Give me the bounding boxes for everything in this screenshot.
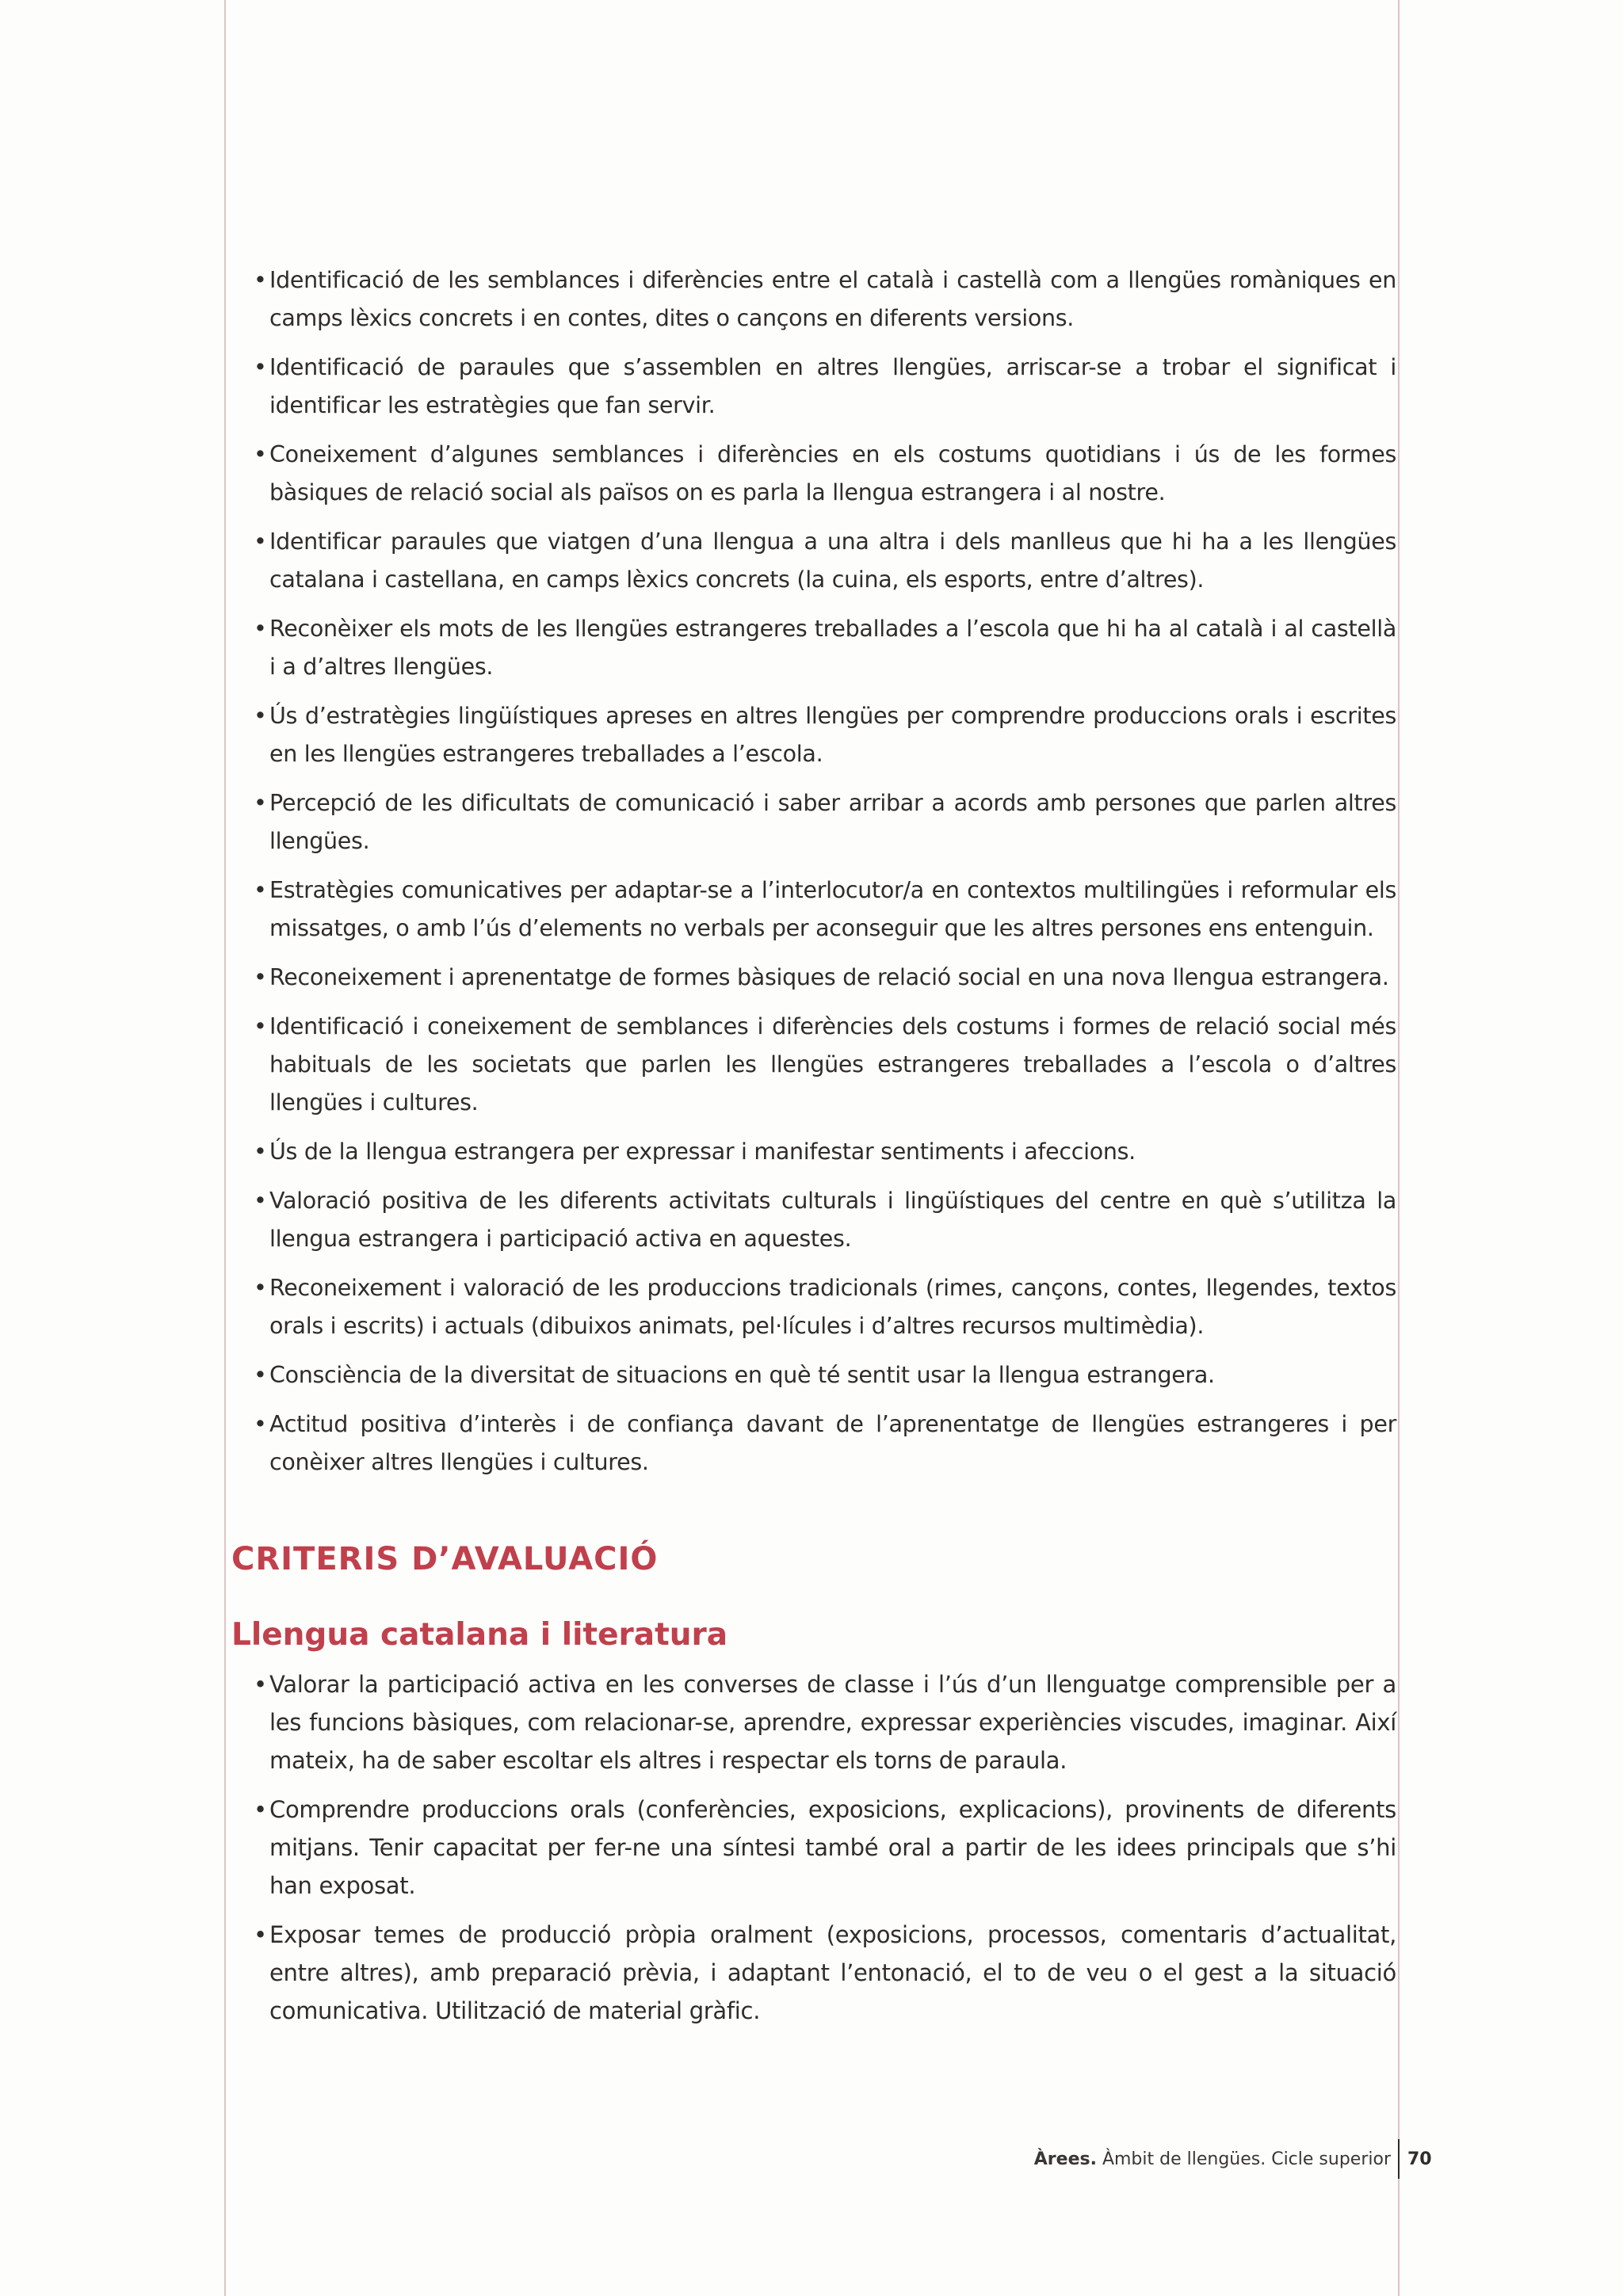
bullet-icon: •	[254, 1362, 267, 1388]
list-item	[231, 871, 1396, 948]
list-item-text: Reconeixement i aprenentatge de formes bàsiques de relació social en una nova llengua estrangera.	[269, 964, 1389, 990]
bullet-icon: •	[254, 790, 267, 816]
bullet-icon: •	[254, 441, 267, 467]
bullet-icon: •	[254, 1671, 267, 1698]
list-item	[231, 1791, 1396, 1905]
list-item-text: Identificar paraules que viatgen d’una llengua a una altra i dels manlleus que hi ha a les llengües catalana i castellana, en camps lèxics concrets (la cuina, els esports, entre d’altres).	[269, 528, 1396, 593]
list-item-text: Coneixement d’algunes semblances i diferències en els costums quotidians i ús de les formes bàsiques de relació social als països on es parla la llengua estrangera i al nostre.	[269, 441, 1396, 505]
content-bullet-list	[231, 261, 1396, 1482]
list-item-text: Valoració positiva de les diferents activitats culturals i lingüístiques del centre en què s’utilitza la llengua estrangera i participació activa en aquestes.	[269, 1188, 1396, 1252]
list-item-text: Reconeixement i valoració de les produccions tradicionals (rimes, cançons, contes, llegendes, textos orals i escrits) i actuals (dibuixos animats, pel·lícules i d’altres recursos multimèdia).	[269, 1275, 1396, 1339]
list-item-text: Ús de la llengua estrangera per expressar i manifestar sentiments i afeccions.	[269, 1138, 1136, 1165]
list-item	[231, 784, 1396, 860]
list-item	[231, 959, 1396, 997]
footer-area-label: Àrees.	[1033, 2149, 1097, 2169]
list-item	[231, 1182, 1396, 1258]
bullet-icon: •	[254, 1275, 267, 1301]
page-number: 70	[1407, 2149, 1432, 2169]
list-item-text: Comprendre produccions orals (conferències, exposicions, explicacions), provinents de diferents mitjans. Tenir capacitat per fer-ne una síntesi també oral a partir de les idees principals que s’hi han exposat.	[269, 1796, 1396, 1899]
left-margin-rule	[224, 0, 226, 2296]
list-item	[231, 261, 1396, 338]
bullet-icon: •	[254, 1411, 267, 1437]
list-item	[231, 697, 1396, 773]
bullet-icon: •	[254, 877, 267, 903]
footer-running-title	[1034, 2144, 1391, 2176]
footer-divider	[1398, 2139, 1400, 2179]
list-item	[231, 1405, 1396, 1482]
list-item-text: Identificació i coneixement de semblances i diferències dels costums i formes de relació social més habituals de les societats que parlen les llengües estrangeres treballades a l’escola o d’altres llengües i cultures.	[269, 1013, 1396, 1116]
list-item	[231, 349, 1396, 425]
list-item-text: Estratègies comunicatives per adaptar-se a l’interlocutor/a en contextos multilingües i reformular els missatges, o amb l’ús d’elements no verbals per aconseguir que les altres persones ens entenguin.	[269, 877, 1396, 941]
bullet-icon: •	[254, 1013, 267, 1039]
bullet-icon: •	[254, 703, 267, 729]
bullet-icon: •	[254, 354, 267, 380]
page-content	[231, 261, 1396, 2041]
bullet-icon: •	[254, 964, 267, 990]
list-item-text: Identificació de paraules que s’assemblen en altres llengües, arriscar-se a trobar el significat i identificar les estratègies que fan servir.	[269, 354, 1396, 418]
list-item	[231, 436, 1396, 512]
criteria-bullet-list	[231, 1665, 1396, 2030]
list-item	[231, 1269, 1396, 1345]
list-item	[231, 1665, 1396, 1779]
list-item	[231, 523, 1396, 599]
list-item-text: Identificació de les semblances i diferències entre el català i castellà com a llengües romàniques en camps lèxics concrets i en contes, dites o cançons en diferents versions.	[269, 267, 1396, 331]
list-item-text: Reconèixer els mots de les llengües estrangeres treballades a l’escola que hi ha al català i al castellà i a d’altres llengües.	[269, 616, 1396, 680]
list-item-text: Valorar la participació activa en les converses de classe i l’ús d’un llenguatge comprensible per a les funcions bàsiques, com relacionar-se, aprendre, expressar experiències viscudes, imaginar. Així mateix, ha de saber escoltar els altres i respectar els torns de paraula.	[269, 1671, 1396, 1774]
list-item	[231, 1133, 1396, 1171]
list-item-text: Consciència de la diversitat de situacions en què té sentit usar la llengua estrangera.	[269, 1362, 1215, 1388]
list-item-text: Actitud positiva d’interès i de confiança davant de l’aprenentatge de llengües estrangeres i per conèixer altres llengües i cultures.	[269, 1411, 1396, 1475]
bullet-icon: •	[254, 616, 267, 642]
list-item	[231, 1356, 1396, 1394]
bullet-icon: •	[254, 1796, 267, 1823]
list-item-text: Percepció de les dificultats de comunicació i saber arribar a acords amb persones que parlen altres llengües.	[269, 790, 1396, 854]
footer-section-label: Àmbit de llengües. Cicle superior	[1096, 2149, 1391, 2169]
subsection-heading: Llengua catalana i literatura	[231, 1617, 728, 1653]
page-footer	[0, 2144, 1623, 2176]
section-heading: CRITERIS D’AVALUACIÓ	[231, 1541, 659, 1577]
list-item-text: Exposar temes de producció pròpia oralment (exposicions, processos, comentaris d’actualitat, entre altres), amb preparació prèvia, i adaptant l’entonació, el to de veu o el gest a la situació comunicativa. Utilització de material gràfic.	[269, 1921, 1396, 2024]
bullet-icon: •	[254, 1188, 267, 1214]
right-margin-rule	[1398, 0, 1400, 2296]
bullet-icon: •	[254, 1921, 267, 1948]
list-item-text: Ús d’estratègies lingüístiques apreses en altres llengües per comprendre produccions orals i escrites en les llengües estrangeres treballades a l’escola.	[269, 703, 1396, 767]
bullet-icon: •	[254, 1138, 267, 1165]
list-item	[231, 1916, 1396, 2030]
bullet-icon: •	[254, 528, 267, 555]
list-item	[231, 1008, 1396, 1122]
bullet-icon: •	[254, 267, 267, 293]
list-item	[231, 610, 1396, 686]
